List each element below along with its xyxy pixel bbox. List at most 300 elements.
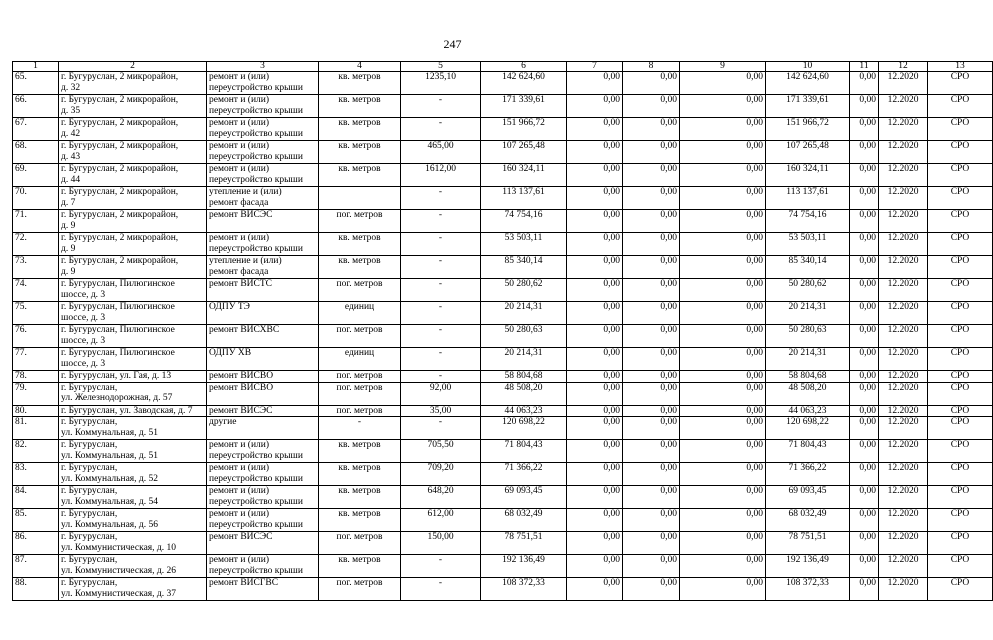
table-row	[13, 233, 993, 256]
owners-funds-cell: 58 804,68	[766, 371, 850, 383]
total-cost-cell: 108 372,33	[481, 578, 567, 601]
unit-cell: пог. метров	[319, 382, 401, 405]
unit-cost-cell: 0,00	[850, 256, 879, 279]
federal-funds-cell: 0,00	[567, 256, 623, 279]
row-number-cell: 72.	[13, 233, 59, 256]
implementation-method-cell: СРО	[928, 325, 993, 348]
unit-cell: пог. метров	[319, 578, 401, 601]
work-type-cell: ремонт и (или) переустройство крыши	[207, 463, 319, 486]
row-number-cell: 68.	[13, 141, 59, 164]
local-funds-cell: 0,00	[680, 371, 766, 383]
implementation-method-cell: СРО	[928, 532, 993, 555]
volume-cell: -	[401, 210, 481, 233]
local-funds-cell: 0,00	[680, 555, 766, 578]
row-number-cell: 88.	[13, 578, 59, 601]
owners-funds-cell: 69 093,45	[766, 486, 850, 509]
unit-cell: кв. метров	[319, 141, 401, 164]
completion-date-cell: 12.2020	[879, 405, 928, 417]
unit-cell: -	[319, 417, 401, 440]
owners-funds-cell: 120 698,22	[766, 417, 850, 440]
local-funds-cell: 0,00	[680, 532, 766, 555]
implementation-method-cell: СРО	[928, 555, 993, 578]
implementation-method-cell: СРО	[928, 302, 993, 325]
federal-funds-cell: 0,00	[567, 279, 623, 302]
row-number-cell: 76.	[13, 325, 59, 348]
total-cost-cell: 44 063,23	[481, 405, 567, 417]
implementation-method-cell: СРО	[928, 210, 993, 233]
column-header-7: 7	[567, 62, 623, 72]
federal-funds-cell: 0,00	[567, 233, 623, 256]
work-type-cell: ремонт ВИСВО	[207, 382, 319, 405]
address-cell: г. Бугуруслан, Пилюгинское шоссе, д. 3	[59, 302, 207, 325]
implementation-method-cell: СРО	[928, 509, 993, 532]
total-cost-cell: 113 137,61	[481, 187, 567, 210]
table-row	[13, 417, 993, 440]
owners-funds-cell: 85 340,14	[766, 256, 850, 279]
volume-cell: -	[401, 302, 481, 325]
federal-funds-cell: 0,00	[567, 440, 623, 463]
address-cell: г. Бугуруслан, 2 микрорайон, д. 42	[59, 118, 207, 141]
federal-funds-cell: 0,00	[567, 187, 623, 210]
row-number-cell: 80.	[13, 405, 59, 417]
completion-date-cell: 12.2020	[879, 141, 928, 164]
address-cell: г. Бугуруслан, ул. Гая, д. 13	[59, 371, 207, 383]
regional-funds-cell: 0,00	[623, 417, 680, 440]
row-number-cell: 74.	[13, 279, 59, 302]
work-type-cell: ремонт и (или) переустройство крыши	[207, 509, 319, 532]
unit-cell: кв. метров	[319, 118, 401, 141]
implementation-method-cell: СРО	[928, 256, 993, 279]
total-cost-cell: 71 804,43	[481, 440, 567, 463]
completion-date-cell: 12.2020	[879, 486, 928, 509]
federal-funds-cell: 0,00	[567, 382, 623, 405]
works-register-table	[12, 61, 993, 601]
owners-funds-cell: 50 280,63	[766, 325, 850, 348]
regional-funds-cell: 0,00	[623, 440, 680, 463]
row-number-cell: 84.	[13, 486, 59, 509]
volume-cell: -	[401, 371, 481, 383]
work-type-cell: ремонт и (или) переустройство крыши	[207, 118, 319, 141]
table-row	[13, 325, 993, 348]
column-header-12: 12	[879, 62, 928, 72]
unit-cell: пог. метров	[319, 371, 401, 383]
address-cell: г. Бугуруслан, 2 микрорайон, д. 43	[59, 141, 207, 164]
owners-funds-cell: 192 136,49	[766, 555, 850, 578]
local-funds-cell: 0,00	[680, 382, 766, 405]
local-funds-cell: 0,00	[680, 164, 766, 187]
local-funds-cell: 0,00	[680, 405, 766, 417]
owners-funds-cell: 44 063,23	[766, 405, 850, 417]
work-type-cell: ремонт и (или) переустройство крыши	[207, 555, 319, 578]
local-funds-cell: 0,00	[680, 486, 766, 509]
total-cost-cell: 192 136,49	[481, 555, 567, 578]
total-cost-cell: 68 032,49	[481, 509, 567, 532]
work-type-cell: ремонт ВИСХВС	[207, 325, 319, 348]
table-row	[13, 72, 993, 95]
address-cell: г. Бугуруслан, Пилюгинское шоссе, д. 3	[59, 279, 207, 302]
table-row	[13, 440, 993, 463]
local-funds-cell: 0,00	[680, 72, 766, 95]
implementation-method-cell: СРО	[928, 164, 993, 187]
total-cost-cell: 78 751,51	[481, 532, 567, 555]
unit-cost-cell: 0,00	[850, 302, 879, 325]
address-cell: г. Бугуруслан, ул. Железнодорожная, д. 57	[59, 382, 207, 405]
completion-date-cell: 12.2020	[879, 509, 928, 532]
total-cost-cell: 107 265,48	[481, 141, 567, 164]
address-cell: г. Бугуруслан, Пилюгинское шоссе, д. 3	[59, 348, 207, 371]
work-type-cell: ОДПУ ХВ	[207, 348, 319, 371]
column-header-13: 13	[928, 62, 993, 72]
federal-funds-cell: 0,00	[567, 302, 623, 325]
owners-funds-cell: 71 804,43	[766, 440, 850, 463]
regional-funds-cell: 0,00	[623, 578, 680, 601]
unit-cost-cell: 0,00	[850, 279, 879, 302]
regional-funds-cell: 0,00	[623, 555, 680, 578]
volume-cell: -	[401, 325, 481, 348]
federal-funds-cell: 0,00	[567, 348, 623, 371]
unit-cost-cell: 0,00	[850, 187, 879, 210]
table-row	[13, 164, 993, 187]
total-cost-cell: 74 754,16	[481, 210, 567, 233]
address-cell: г. Бугуруслан, 2 микрорайон, д. 35	[59, 95, 207, 118]
work-type-cell: ОДПУ ТЭ	[207, 302, 319, 325]
regional-funds-cell: 0,00	[623, 325, 680, 348]
federal-funds-cell: 0,00	[567, 325, 623, 348]
volume-cell: -	[401, 187, 481, 210]
work-type-cell: ремонт и (или) переустройство крыши	[207, 164, 319, 187]
row-number-cell: 86.	[13, 532, 59, 555]
work-type-cell: ремонт и (или) переустройство крыши	[207, 72, 319, 95]
regional-funds-cell: 0,00	[623, 532, 680, 555]
local-funds-cell: 0,00	[680, 325, 766, 348]
unit-cost-cell: 0,00	[850, 486, 879, 509]
work-type-cell: ремонт ВИСЭС	[207, 532, 319, 555]
unit-cell: пог. метров	[319, 532, 401, 555]
row-number-cell: 83.	[13, 463, 59, 486]
local-funds-cell: 0,00	[680, 348, 766, 371]
address-cell: г. Бугуруслан, ул. Коммунальная, д. 51	[59, 417, 207, 440]
work-type-cell: утепление и (или) ремонт фасада	[207, 187, 319, 210]
total-cost-cell: 20 214,31	[481, 348, 567, 371]
unit-cost-cell: 0,00	[850, 555, 879, 578]
row-number-cell: 70.	[13, 187, 59, 210]
unit-cell: кв. метров	[319, 233, 401, 256]
implementation-method-cell: СРО	[928, 417, 993, 440]
completion-date-cell: 12.2020	[879, 578, 928, 601]
column-header-11: 11	[850, 62, 879, 72]
unit-cell: кв. метров	[319, 164, 401, 187]
row-number-cell: 75.	[13, 302, 59, 325]
row-number-cell: 65.	[13, 72, 59, 95]
unit-cell: кв. метров	[319, 72, 401, 95]
local-funds-cell: 0,00	[680, 279, 766, 302]
unit-cost-cell: 0,00	[850, 440, 879, 463]
unit-cell: пог. метров	[319, 279, 401, 302]
federal-funds-cell: 0,00	[567, 210, 623, 233]
local-funds-cell: 0,00	[680, 141, 766, 164]
total-cost-cell: 48 508,20	[481, 382, 567, 405]
table-row	[13, 382, 993, 405]
volume-cell: -	[401, 279, 481, 302]
work-type-cell: ремонт ВИСЭС	[207, 405, 319, 417]
completion-date-cell: 12.2020	[879, 233, 928, 256]
table-row	[13, 371, 993, 383]
completion-date-cell: 12.2020	[879, 72, 928, 95]
row-number-cell: 66.	[13, 95, 59, 118]
total-cost-cell: 50 280,62	[481, 279, 567, 302]
work-type-cell: ремонт и (или) переустройство крыши	[207, 141, 319, 164]
regional-funds-cell: 0,00	[623, 463, 680, 486]
total-cost-cell: 85 340,14	[481, 256, 567, 279]
completion-date-cell: 12.2020	[879, 382, 928, 405]
volume-cell: -	[401, 348, 481, 371]
owners-funds-cell: 68 032,49	[766, 509, 850, 532]
regional-funds-cell: 0,00	[623, 72, 680, 95]
column-header-4: 4	[319, 62, 401, 72]
address-cell: г. Бугуруслан, 2 микрорайон, д. 32	[59, 72, 207, 95]
unit-cell: кв. метров	[319, 555, 401, 578]
federal-funds-cell: 0,00	[567, 405, 623, 417]
row-number-cell: 69.	[13, 164, 59, 187]
federal-funds-cell: 0,00	[567, 371, 623, 383]
unit-cost-cell: 0,00	[850, 463, 879, 486]
local-funds-cell: 0,00	[680, 509, 766, 532]
unit-cost-cell: 0,00	[850, 325, 879, 348]
federal-funds-cell: 0,00	[567, 509, 623, 532]
unit-cost-cell: 0,00	[850, 72, 879, 95]
unit-cost-cell: 0,00	[850, 348, 879, 371]
total-cost-cell: 69 093,45	[481, 486, 567, 509]
regional-funds-cell: 0,00	[623, 233, 680, 256]
table-row	[13, 348, 993, 371]
implementation-method-cell: СРО	[928, 187, 993, 210]
completion-date-cell: 12.2020	[879, 95, 928, 118]
address-cell: г. Бугуруслан, 2 микрорайон, д. 9	[59, 256, 207, 279]
column-header-1: 1	[13, 62, 59, 72]
table-row	[13, 95, 993, 118]
local-funds-cell: 0,00	[680, 440, 766, 463]
implementation-method-cell: СРО	[928, 279, 993, 302]
volume-cell: 150,00	[401, 532, 481, 555]
regional-funds-cell: 0,00	[623, 348, 680, 371]
regional-funds-cell: 0,00	[623, 279, 680, 302]
table-row	[13, 463, 993, 486]
regional-funds-cell: 0,00	[623, 210, 680, 233]
local-funds-cell: 0,00	[680, 302, 766, 325]
volume-cell: 35,00	[401, 405, 481, 417]
unit-cell: кв. метров	[319, 256, 401, 279]
unit-cost-cell: 0,00	[850, 164, 879, 187]
table-row	[13, 486, 993, 509]
column-number-header-row	[13, 62, 993, 72]
regional-funds-cell: 0,00	[623, 141, 680, 164]
completion-date-cell: 12.2020	[879, 279, 928, 302]
volume-cell: 1612,00	[401, 164, 481, 187]
address-cell: г. Бугуруслан, ул. Коммунальная, д. 52	[59, 463, 207, 486]
owners-funds-cell: 74 754,16	[766, 210, 850, 233]
row-number-cell: 71.	[13, 210, 59, 233]
federal-funds-cell: 0,00	[567, 141, 623, 164]
unit-cost-cell: 0,00	[850, 210, 879, 233]
address-cell: г. Бугуруслан, ул. Коммунальная, д. 54	[59, 486, 207, 509]
federal-funds-cell: 0,00	[567, 555, 623, 578]
unit-cost-cell: 0,00	[850, 532, 879, 555]
completion-date-cell: 12.2020	[879, 440, 928, 463]
total-cost-cell: 71 366,22	[481, 463, 567, 486]
unit-cost-cell: 0,00	[850, 417, 879, 440]
table-row	[13, 555, 993, 578]
completion-date-cell: 12.2020	[879, 371, 928, 383]
unit-cell: кв. метров	[319, 95, 401, 118]
address-cell: г. Бугуруслан, ул. Коммунистическая, д. 10	[59, 532, 207, 555]
local-funds-cell: 0,00	[680, 463, 766, 486]
address-cell: г. Бугуруслан, ул. Коммунистическая, д. 37	[59, 578, 207, 601]
volume-cell: 648,20	[401, 486, 481, 509]
total-cost-cell: 120 698,22	[481, 417, 567, 440]
unit-cell: кв. метров	[319, 463, 401, 486]
address-cell: г. Бугуруслан, ул. Коммунальная, д. 56	[59, 509, 207, 532]
column-header-3: 3	[207, 62, 319, 72]
owners-funds-cell: 53 503,11	[766, 233, 850, 256]
total-cost-cell: 53 503,11	[481, 233, 567, 256]
unit-cost-cell: 0,00	[850, 141, 879, 164]
local-funds-cell: 0,00	[680, 118, 766, 141]
column-header-6: 6	[481, 62, 567, 72]
row-number-cell: 87.	[13, 555, 59, 578]
table-row	[13, 532, 993, 555]
work-type-cell: ремонт и (или) переустройство крыши	[207, 486, 319, 509]
volume-cell: -	[401, 578, 481, 601]
completion-date-cell: 12.2020	[879, 463, 928, 486]
unit-cost-cell: 0,00	[850, 509, 879, 532]
address-cell: г. Бугуруслан, 2 микрорайон, д. 9	[59, 233, 207, 256]
completion-date-cell: 12.2020	[879, 555, 928, 578]
volume-cell: -	[401, 233, 481, 256]
unit-cell: кв. метров	[319, 440, 401, 463]
completion-date-cell: 12.2020	[879, 210, 928, 233]
table-row	[13, 405, 993, 417]
work-type-cell: другие	[207, 417, 319, 440]
total-cost-cell: 160 324,11	[481, 164, 567, 187]
total-cost-cell: 58 804,68	[481, 371, 567, 383]
table-row	[13, 279, 993, 302]
column-header-5: 5	[401, 62, 481, 72]
volume-cell: -	[401, 256, 481, 279]
address-cell: г. Бугуруслан, ул. Заводская, д. 7	[59, 405, 207, 417]
table-row	[13, 578, 993, 601]
federal-funds-cell: 0,00	[567, 95, 623, 118]
completion-date-cell: 12.2020	[879, 164, 928, 187]
unit-cost-cell: 0,00	[850, 371, 879, 383]
volume-cell: 1235,10	[401, 72, 481, 95]
unit-cell: пог. метров	[319, 210, 401, 233]
owners-funds-cell: 108 372,33	[766, 578, 850, 601]
federal-funds-cell: 0,00	[567, 578, 623, 601]
unit-cell: кв. метров	[319, 509, 401, 532]
table-row	[13, 509, 993, 532]
unit-cost-cell: 0,00	[850, 405, 879, 417]
work-type-cell: утепление и (или) ремонт фасада	[207, 256, 319, 279]
row-number-cell: 78.	[13, 371, 59, 383]
completion-date-cell: 12.2020	[879, 348, 928, 371]
table-body	[13, 72, 993, 601]
federal-funds-cell: 0,00	[567, 532, 623, 555]
work-type-cell: ремонт и (или) переустройство крыши	[207, 233, 319, 256]
federal-funds-cell: 0,00	[567, 164, 623, 187]
address-cell: г. Бугуруслан, ул. Коммунистическая, д. 26	[59, 555, 207, 578]
local-funds-cell: 0,00	[680, 210, 766, 233]
unit-cell: кв. метров	[319, 486, 401, 509]
table-row	[13, 141, 993, 164]
owners-funds-cell: 107 265,48	[766, 141, 850, 164]
address-cell: г. Бугуруслан, 2 микрорайон, д. 9	[59, 210, 207, 233]
completion-date-cell: 12.2020	[879, 256, 928, 279]
table-row	[13, 256, 993, 279]
unit-cell	[319, 187, 401, 210]
federal-funds-cell: 0,00	[567, 486, 623, 509]
regional-funds-cell: 0,00	[623, 118, 680, 141]
regional-funds-cell: 0,00	[623, 95, 680, 118]
total-cost-cell: 50 280,63	[481, 325, 567, 348]
column-header-10: 10	[766, 62, 850, 72]
implementation-method-cell: СРО	[928, 440, 993, 463]
row-number-cell: 82.	[13, 440, 59, 463]
unit-cost-cell: 0,00	[850, 578, 879, 601]
regional-funds-cell: 0,00	[623, 164, 680, 187]
work-type-cell: ремонт ВИСЭС	[207, 210, 319, 233]
volume-cell: 612,00	[401, 509, 481, 532]
owners-funds-cell: 142 624,60	[766, 72, 850, 95]
total-cost-cell: 151 966,72	[481, 118, 567, 141]
address-cell: г. Бугуруслан, 2 микрорайон, д. 7	[59, 187, 207, 210]
regional-funds-cell: 0,00	[623, 371, 680, 383]
unit-cost-cell: 0,00	[850, 233, 879, 256]
regional-funds-cell: 0,00	[623, 187, 680, 210]
federal-funds-cell: 0,00	[567, 417, 623, 440]
address-cell: г. Бугуруслан, ул. Коммунальная, д. 51	[59, 440, 207, 463]
row-number-cell: 85.	[13, 509, 59, 532]
unit-cell: единиц	[319, 348, 401, 371]
implementation-method-cell: СРО	[928, 72, 993, 95]
federal-funds-cell: 0,00	[567, 118, 623, 141]
row-number-cell: 81.	[13, 417, 59, 440]
federal-funds-cell: 0,00	[567, 72, 623, 95]
local-funds-cell: 0,00	[680, 578, 766, 601]
owners-funds-cell: 113 137,61	[766, 187, 850, 210]
local-funds-cell: 0,00	[680, 95, 766, 118]
volume-cell: -	[401, 555, 481, 578]
local-funds-cell: 0,00	[680, 417, 766, 440]
row-number-cell: 73.	[13, 256, 59, 279]
regional-funds-cell: 0,00	[623, 302, 680, 325]
unit-cost-cell: 0,00	[850, 118, 879, 141]
regional-funds-cell: 0,00	[623, 256, 680, 279]
table-row	[13, 118, 993, 141]
regional-funds-cell: 0,00	[623, 486, 680, 509]
unit-cost-cell: 0,00	[850, 95, 879, 118]
total-cost-cell: 142 624,60	[481, 72, 567, 95]
work-type-cell: ремонт ВИСТС	[207, 279, 319, 302]
owners-funds-cell: 20 214,31	[766, 348, 850, 371]
owners-funds-cell: 151 966,72	[766, 118, 850, 141]
local-funds-cell: 0,00	[680, 187, 766, 210]
owners-funds-cell: 160 324,11	[766, 164, 850, 187]
implementation-method-cell: СРО	[928, 578, 993, 601]
unit-cost-cell: 0,00	[850, 382, 879, 405]
volume-cell: 705,50	[401, 440, 481, 463]
owners-funds-cell: 50 280,62	[766, 279, 850, 302]
owners-funds-cell: 171 339,61	[766, 95, 850, 118]
